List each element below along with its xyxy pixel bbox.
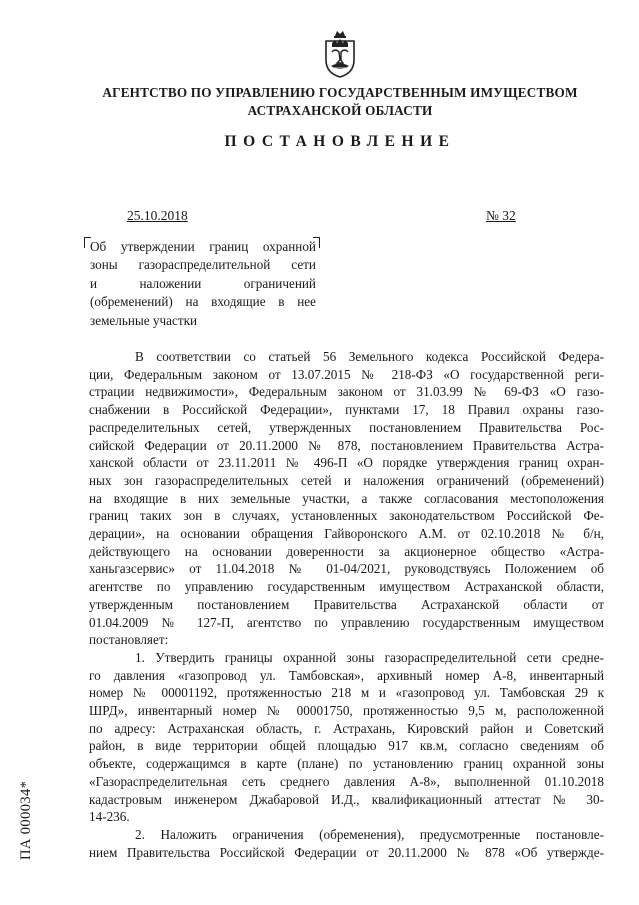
subject-line: Об утверждении границ охранной xyxy=(90,239,316,254)
body-line: 2. Наложить ограничения (обременения), предусмотренные постановле- xyxy=(135,826,604,842)
body-line: район, в виде территории общей площадью 917 кв.м, согласно сведениям об xyxy=(89,738,604,754)
body-line: 1. Утвердить границы охранной зоны газораспределительной сети средне- xyxy=(135,649,604,665)
subject-line: и наложении ограничений xyxy=(90,275,316,291)
body-line: по адресу: Астраханская область, г. Астрахань, Кировский район и Советский xyxy=(89,720,604,736)
body-line: кадастровым инженером Джабаровой И.Д., квалификационный аттестат № 30- xyxy=(89,791,604,807)
body-line: В соответствии со статьей 56 Земельного кодекса Российской Федера- xyxy=(135,349,604,364)
body-line: агентстве по управлению государственным имуществом Астраханской области, xyxy=(89,579,604,595)
subject-line: зоны газораспределительной сети xyxy=(90,257,316,273)
document-body xyxy=(89,348,604,861)
body-line: постановляет: xyxy=(89,632,169,648)
body-line: распределительных сетей, утвержденных постановлением Правительства Рос- xyxy=(89,419,604,435)
body-line: номер № 00001192, протяженностью 218 м и «газопровод ул. Тамбовская 29 к xyxy=(89,685,604,701)
body-line: ШРД», инвентарный номер № 00001750, протяженностью 9,5 м, расположенной xyxy=(89,703,604,719)
body-line: нием Правительства Российской Федерации от 20.11.2000 № 878 «Об утверждe- xyxy=(89,844,604,860)
body-line: ных зон газораспределительных сетей и наложения ограничений (обременений) xyxy=(89,472,604,488)
document-date: 25.10.2018 xyxy=(127,208,188,223)
body-line: действующего на основании доверенности за акционерное общество «Астра- xyxy=(89,543,604,559)
document-number: № 32 xyxy=(486,208,516,223)
body-line: границ таких зон в случаях, установленных законодательством Российской Фе- xyxy=(89,508,604,524)
organization-name xyxy=(60,84,620,120)
body-line: дерации», на основании обращения Гайворонского А.М. от 02.10.2018 № б/н, xyxy=(89,526,604,542)
document-subject xyxy=(90,238,316,330)
body-line: снабжении в Российской Федерации», пунктами 17, 18 Правил охраны газо- xyxy=(89,402,604,418)
subject-line: земельные участки xyxy=(90,312,198,328)
side-registration-stamp: ПА 000034* xyxy=(18,780,34,860)
organization-line-2: АСТРАХАНСКОЙ ОБЛАСТИ xyxy=(247,103,433,118)
body-line: ханьгазсервис» от 11.04.2018 № 01-04/2021, руководствуясь Положением об xyxy=(89,561,604,577)
organization-line-1: АГЕНТСТВО ПО УПРАВЛЕНИЮ ГОСУДАРСТВЕННЫМ ИМУЩЕСТВОМ xyxy=(102,85,578,100)
body-line: ции, Федеральным законом от 13.07.2015 № 218-ФЗ «О государственной реги- xyxy=(89,366,604,382)
body-line: 14-236. xyxy=(89,809,130,825)
coat-of-arms-icon xyxy=(323,30,357,78)
body-line: ханской области от 23.11.2011 № 496-П «О порядке утверждения границ охран- xyxy=(89,455,604,471)
item-1-paragraph xyxy=(89,649,604,826)
body-line: страции недвижимости», Федеральным законом от 31.03.99 № 69-ФЗ «О газо- xyxy=(89,384,604,400)
subject-line: (обременений) на входящие в нее xyxy=(90,294,316,310)
body-line: сийской Федерации от 20.11.2000 № 878, постановлением Правительства Астра- xyxy=(89,437,604,453)
body-line: 01.04.2009 № 127-П, агентство по управлению государственным имуществом xyxy=(89,614,604,630)
body-line: на входящие в них земельные участки, а также согласования местоположения xyxy=(89,490,604,506)
document-type: ПОСТАНОВЛЕНИЕ xyxy=(224,133,456,150)
preamble-paragraph xyxy=(89,348,604,649)
body-line: го давления «газопровод ул. Тамбовская», архивный номер А-8, инвентарный xyxy=(89,667,604,683)
item-2-paragraph xyxy=(89,826,604,861)
body-line: объекте, содержащимся в карте (плане) по установлению границ охранной зоны xyxy=(89,756,604,772)
body-line: утвержденным постановлением Правительства Астраханской области от xyxy=(89,596,604,612)
body-line: «Газораспределительная сеть среднего давления А-8», выполненной 01.10.2018 xyxy=(89,773,604,789)
